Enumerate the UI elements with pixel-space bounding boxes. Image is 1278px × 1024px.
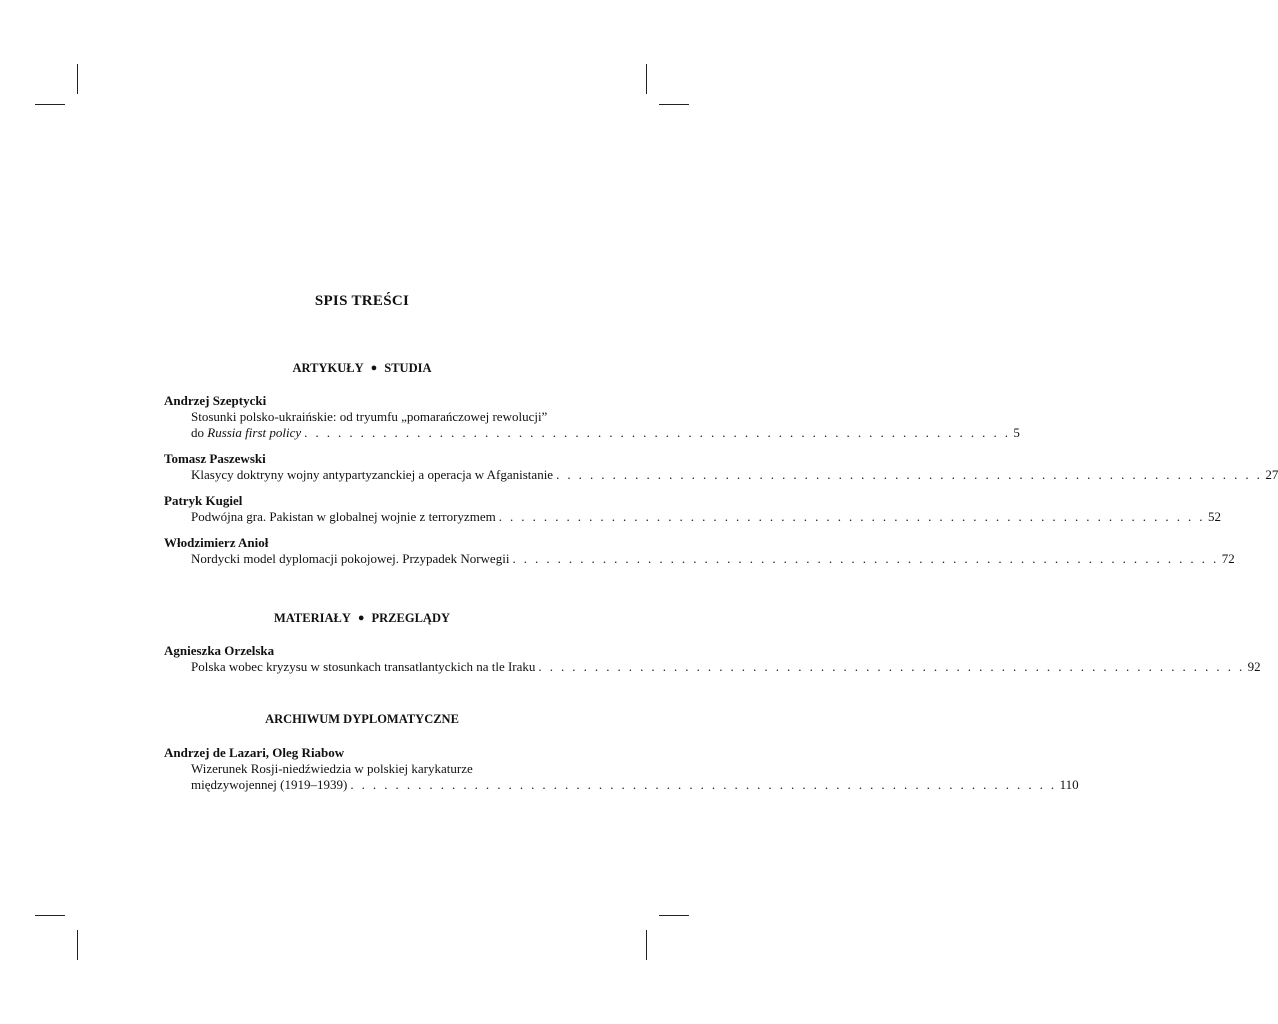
dot-leader: . . . . . . . . . . . . . . . . . . . . . . . . . . . . . . . . . . . . . . . . . . . . . . . . . . . . . . . . . . . . . . . — [304, 425, 1011, 440]
crop-mark — [35, 915, 65, 916]
entry-title-cont: do Russia first policy — [191, 425, 302, 440]
crop-mark — [646, 64, 647, 94]
entry-title: Stosunki polsko-ukraińskie: od tryumfu „pomarańczowej rewolucji” — [191, 409, 548, 424]
dot-leader: . . . . . . . . . . . . . . . . . . . . . . . . . . . . . . . . . . . . . . . . . . . . . . . . . . . . . . . . . . . . . . . — [512, 551, 1219, 566]
section-heading-archive: ARCHIWUM DYPLOMATYCZNE — [265, 712, 459, 726]
page-number: 72 — [1221, 551, 1235, 566]
toc-line[interactable] — [164, 659, 1261, 675]
page-number: 27 — [1265, 467, 1278, 482]
section-label: MATERIAŁY — [274, 611, 351, 625]
crop-mark — [646, 930, 647, 960]
toc-entry — [164, 535, 1235, 567]
dot-leader: . . . . . . . . . . . . . . . . . . . . . . . . . . . . . . . . . . . . . . . . . . . . . . . . . . . . . . . . . . . . . . . — [556, 467, 1263, 482]
entry-author: Patryk Kugiel — [164, 493, 243, 508]
section-heading-materials — [0, 611, 724, 626]
toc-line[interactable] — [164, 467, 1278, 483]
toc-line[interactable] — [164, 425, 1020, 441]
crop-mark — [77, 64, 78, 94]
toc-entry — [164, 451, 1278, 483]
bullet-icon: ● — [357, 612, 365, 624]
toc-entry — [164, 493, 1221, 525]
crop-mark — [35, 104, 65, 105]
dot-leader: . . . . . . . . . . . . . . . . . . . . . . . . . . . . . . . . . . . . . . . . . . . . . . . . . . . . . . . . . . . . . . . — [538, 659, 1245, 674]
page-number: 52 — [1207, 509, 1221, 524]
page-number: 5 — [1013, 425, 1020, 440]
section-label: STUDIA — [384, 361, 432, 375]
bullet-icon: ● — [370, 362, 378, 374]
entry-author: Tomasz Paszewski — [164, 451, 266, 466]
entry-title-cont: międzywojennej (1919–1939) — [191, 777, 348, 792]
entry-title: Podwójna gra. Pakistan w globalnej wojnie z terroryzmem — [191, 509, 496, 524]
toc-entry — [164, 745, 1079, 793]
dot-leader: . . . . . . . . . . . . . . . . . . . . . . . . . . . . . . . . . . . . . . . . . . . . . . . . . . . . . . . . . . . . . . . — [350, 777, 1057, 792]
entry-author: Agnieszka Orzelska — [164, 643, 275, 658]
page-title: SPIS TREŚCI — [314, 293, 410, 309]
entry-title: Wizerunek Rosji-niedźwiedzia w polskiej karykaturze — [191, 761, 473, 776]
toc-line[interactable] — [164, 551, 1235, 567]
section-label: ARTYKUŁY — [292, 361, 364, 375]
entry-author: Andrzej de Lazari, Oleg Riabow — [164, 745, 345, 760]
entry-title: Polska wobec kryzysu w stosunkach transatlantyckich na tle Iraku — [191, 659, 536, 674]
toc-entry — [164, 393, 1020, 441]
crop-mark — [659, 915, 689, 916]
crop-mark — [77, 930, 78, 960]
section-label: PRZEGLĄDY — [371, 611, 450, 625]
entry-title: Klasycy doktryny wojny antypartyzanckiej a operacja w Afganistanie — [191, 467, 554, 482]
page-number: 92 — [1247, 659, 1261, 674]
toc-line[interactable] — [164, 777, 1079, 793]
page-number: 110 — [1059, 777, 1079, 792]
entry-title: Nordycki model dyplomacji pokojowej. Przypadek Norwegii — [191, 551, 510, 566]
dot-leader: . . . . . . . . . . . . . . . . . . . . . . . . . . . . . . . . . . . . . . . . . . . . . . . . . . . . . . . . . . . . . . . — [498, 509, 1205, 524]
section-heading-articles — [0, 361, 724, 376]
entry-author: Andrzej Szeptycki — [164, 393, 267, 408]
entry-author: Włodzimierz Anioł — [164, 535, 269, 550]
crop-mark — [659, 104, 689, 105]
toc-entry — [164, 643, 1261, 675]
toc-line[interactable] — [164, 509, 1221, 525]
